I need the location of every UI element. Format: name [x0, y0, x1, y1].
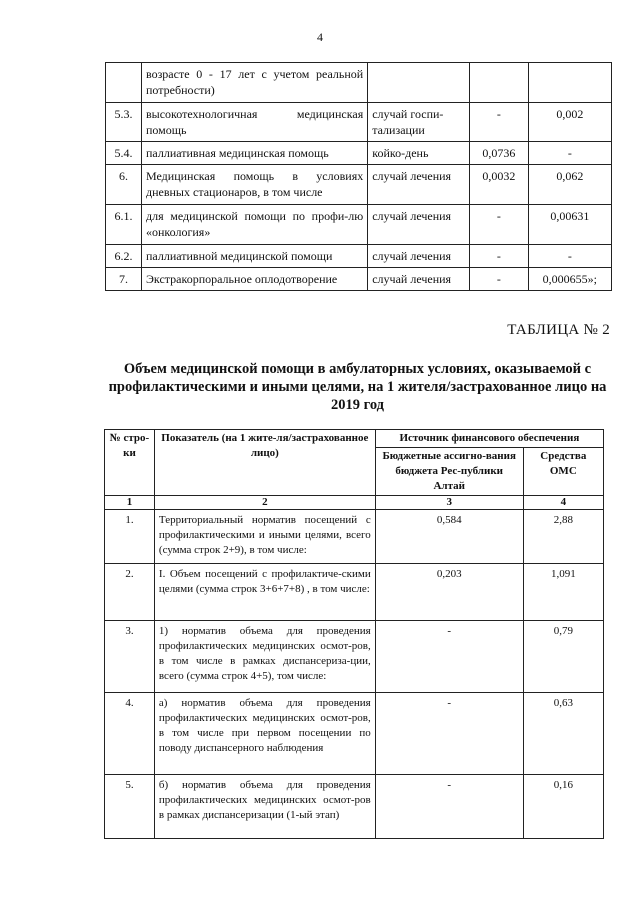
row-number: 4.	[105, 693, 155, 775]
row-unit: случай лечения	[368, 268, 470, 291]
row-unit: случай лечения	[368, 205, 470, 245]
table-row	[106, 142, 612, 165]
row-number: 5.3.	[106, 103, 142, 142]
row-unit: случай лечения	[368, 245, 470, 268]
row-name: паллиативной медицинской помощи	[141, 245, 367, 268]
column-index-row	[105, 496, 604, 510]
row-number: 7.	[106, 268, 142, 291]
row-number: 3.	[105, 621, 155, 693]
row-budget-value: 0,203	[375, 564, 523, 621]
row-unit: случай госпи-тализации	[368, 103, 470, 142]
table-row	[106, 205, 612, 245]
row-number: 2.	[105, 564, 155, 621]
table-row	[106, 63, 612, 103]
row-oms-value: 2,88	[523, 510, 603, 564]
header-funding-source: Источник финансового обеспечения	[375, 430, 603, 448]
row-number: 5.	[105, 775, 155, 839]
table-2-label: ТАБЛИЦА № 2	[507, 322, 610, 338]
row-value-1: -	[470, 103, 529, 142]
row-value-2: -	[528, 142, 611, 165]
row-value-1: 0,0032	[470, 165, 529, 205]
row-name: возрасте 0 - 17 лет с учетом реальной потребности)	[141, 63, 367, 103]
row-name: Медицинская помощь в условиях дневных стационаров, в том числе	[141, 165, 367, 205]
column-index: 1	[105, 496, 155, 510]
row-value-1: -	[470, 205, 529, 245]
row-value-1: -	[470, 268, 529, 291]
row-value-2: 0,062	[528, 165, 611, 205]
row-name: для медицинской помощи по профи-лю «онкология»	[141, 205, 367, 245]
row-value-1: 0,0736	[470, 142, 529, 165]
table-row	[105, 621, 604, 693]
row-value-2: 0,000655»;	[528, 268, 611, 291]
row-number: 6.1.	[106, 205, 142, 245]
row-name: Экстракорпоральное оплодотворение	[141, 268, 367, 291]
row-value-2: 0,00631	[528, 205, 611, 245]
row-budget-value: -	[375, 621, 523, 693]
row-number: 1.	[105, 510, 155, 564]
row-unit	[368, 63, 470, 103]
row-unit: случай лечения	[368, 165, 470, 205]
table-row	[106, 165, 612, 205]
row-budget-value: -	[375, 693, 523, 775]
row-oms-value: 1,091	[523, 564, 603, 621]
table-row	[106, 103, 612, 142]
column-index: 2	[154, 496, 375, 510]
row-budget-value: 0,584	[375, 510, 523, 564]
row-value-1: -	[470, 245, 529, 268]
row-name: паллиативная медицинская помощь	[141, 142, 367, 165]
row-name: высокотехнологичная медицинская помощь	[141, 103, 367, 142]
table-2-title: Объем медицинской помощи в амбулаторных условиях, оказываемой с профилактическими и иными целями, на 1 жителя/застрахованное лицо на 2019 год	[108, 361, 607, 413]
row-indicator: 1) норматив объема для проведения профилактических медицинских осмот-ров, в том числе в рамках диспансериза-ции, всего (сумма строк 4+5), том числе:	[154, 621, 375, 693]
row-oms-value: 0,63	[523, 693, 603, 775]
row-number: 6.	[106, 165, 142, 205]
table-row	[105, 775, 604, 839]
row-budget-value: -	[375, 775, 523, 839]
table-row	[105, 693, 604, 775]
row-oms-value: 0,16	[523, 775, 603, 839]
row-indicator: Территориальный норматив посещений с профилактическими и иными целями, всего (сумма строк 2+9), в том числе:	[154, 510, 375, 564]
row-value-2: 0,002	[528, 103, 611, 142]
header-budget: Бюджетные ассигно-вания бюджета Рес-публики Алтай	[375, 448, 523, 496]
row-unit: койко-день	[368, 142, 470, 165]
row-value-2	[528, 63, 611, 103]
table-1	[105, 62, 612, 291]
table-row	[106, 268, 612, 291]
row-indicator: б) норматив объема для проведения профилактических медицинских осмот-ров в рамках диспансеризации (1-ый этап)	[154, 775, 375, 839]
header-indicator: Показатель (на 1 жите-ля/застрахованное лицо)	[154, 430, 375, 496]
row-number	[106, 63, 142, 103]
row-oms-value: 0,79	[523, 621, 603, 693]
table-2	[104, 429, 604, 839]
row-indicator: а) норматив объема для проведения профилактических медицинских осмот-ров, в том числе при первом посещении по поводу диспансерного наблюдения	[154, 693, 375, 775]
header-oms: Средства ОМС	[523, 448, 603, 496]
column-index: 3	[375, 496, 523, 510]
column-index: 4	[523, 496, 603, 510]
row-number: 6.2.	[106, 245, 142, 268]
table-row	[105, 510, 604, 564]
row-value-2: -	[528, 245, 611, 268]
table-row	[106, 245, 612, 268]
row-value-1	[470, 63, 529, 103]
table-2-header-row	[105, 430, 604, 448]
row-indicator: I. Объем посещений с профилактиче-скими целями (сумма строк 3+6+7+8) , в том числе:	[154, 564, 375, 621]
table-row	[105, 564, 604, 621]
row-number: 5.4.	[106, 142, 142, 165]
page-number: 4	[317, 30, 323, 44]
header-row-number: № стро-ки	[105, 430, 155, 496]
